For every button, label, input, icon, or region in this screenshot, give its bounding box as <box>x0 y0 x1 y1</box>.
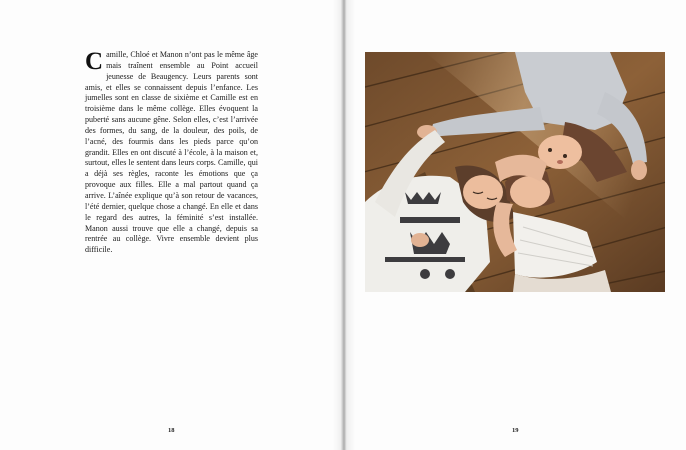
page-number-left: 18 <box>168 427 175 434</box>
page-number-right: 19 <box>512 427 519 434</box>
drop-cap: C <box>85 48 104 75</box>
photo-illustration <box>365 52 665 292</box>
photo-girls-lying-on-floor <box>365 52 665 292</box>
body-text <box>85 50 258 256</box>
paragraph <box>85 50 258 256</box>
book-gutter <box>333 0 355 450</box>
right-page <box>343 0 686 450</box>
paragraph-text: amille, Chloé et Manon n’ont pas le même âge mais traînent ensemble au Point accueil jeunesse de Beaugency. Leurs parents sont amis, et elles se connaissent depuis l’enfance. Les jumelles sont en classe de sixième et Camille est en troisième dans le même collège. Elles évoquent la puberté sans aucune gêne. Selon elles, c’est l’arrivée des formes, du sang, de la douleur, des poils, de l’acné, des fourmis dans les pieds parce qu’on grandit. Elles en ont discuté à l’école, à la maison et, surtout, elles le sentent dans leurs corps. Camille, qui a déjà ses règles, raconte les émotions que ça provoque aux filles. Elle a mal partout quand ça arrive. L’aînée explique qu’à son retour de vacances, l’été dernier, quelque chose a changé. En elle et dans le regard des autres, la féminité s’est installée. Manon aussi trouve que elle a changé, depuis sa rentrée au collège. Vivre ensemble devient plus difficile. <box>85 50 258 255</box>
